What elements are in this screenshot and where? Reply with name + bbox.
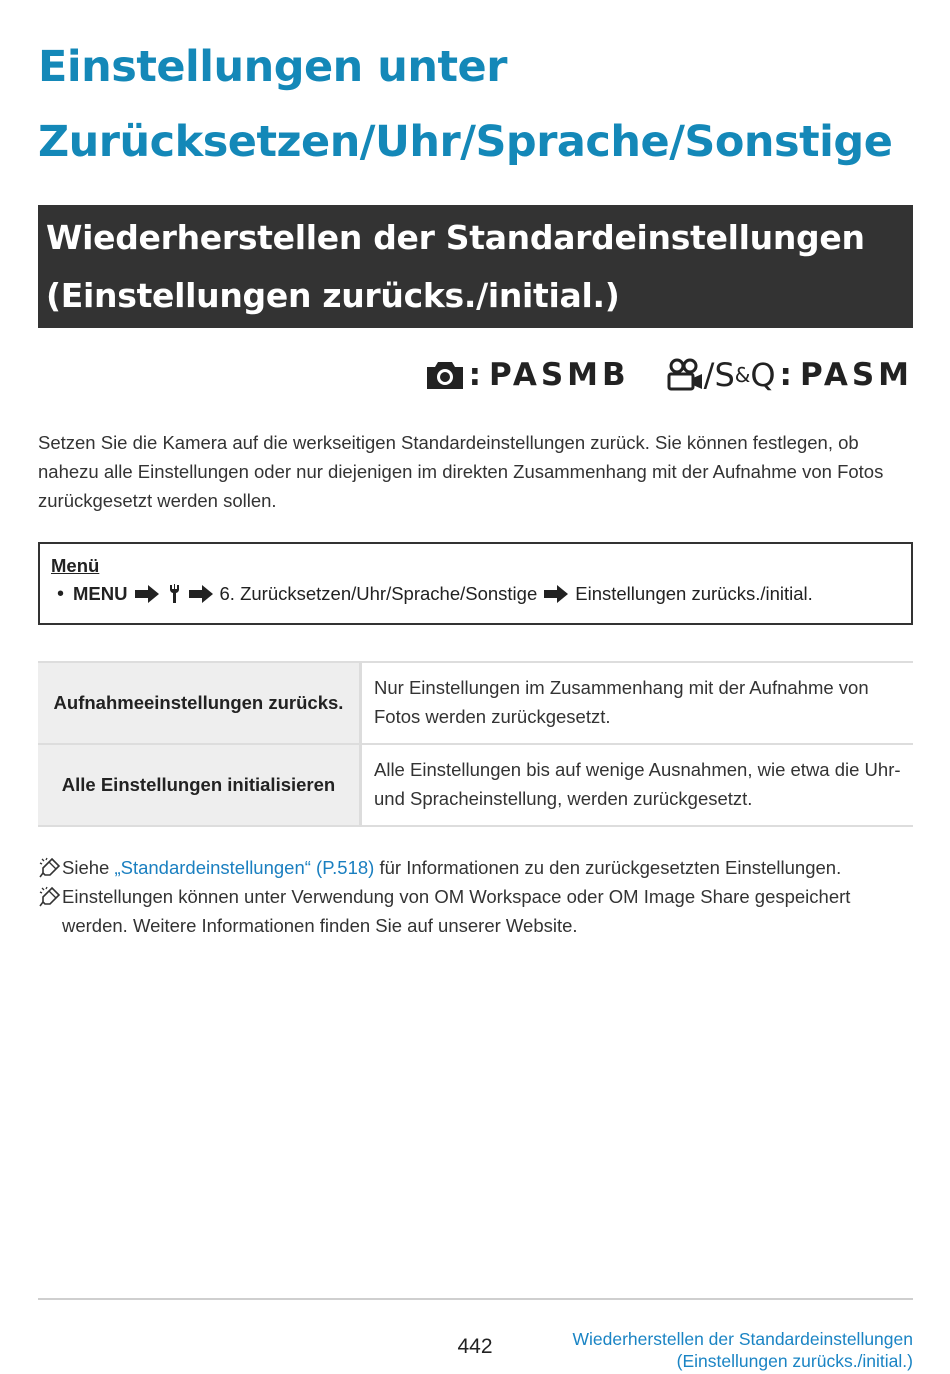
tip-icon — [38, 856, 62, 880]
footer-divider — [38, 1298, 913, 1300]
notes — [38, 853, 913, 940]
menu-path — [51, 579, 900, 609]
page-number: 442 — [457, 1335, 493, 1358]
menu-title: Menü — [51, 555, 100, 576]
footer-link-line-2[interactable]: (Einstellungen zurücks./initial.) — [676, 1351, 913, 1371]
wrench-icon — [168, 584, 180, 604]
photo-modes-letters: PASMB — [488, 357, 630, 393]
option-description: Alle Einstellungen bis auf wenige Ausnahmen, wie etwa die Uhr- und Spracheinstellung, werden zurückgesetzt. — [361, 744, 914, 826]
sq-s: S — [714, 356, 735, 394]
page-title-line-1: Einstellungen unter — [38, 42, 507, 92]
photo-modes-colon: : — [468, 357, 481, 393]
standard-settings-link[interactable]: „Standardeinstellungen“ (P.518) — [114, 857, 375, 878]
movie-modes-group — [666, 356, 913, 394]
table-row — [38, 744, 913, 826]
movie-slash: / — [703, 356, 715, 394]
camera-icon — [425, 359, 465, 391]
note-item — [38, 853, 913, 882]
menu-box — [38, 542, 913, 625]
section-heading-line-1: Wiederherstellen der Standardeinstellungen — [46, 218, 865, 257]
sq-q: Q — [750, 356, 776, 394]
movie-camera-icon — [666, 358, 704, 392]
right-arrow-icon — [135, 585, 159, 603]
menu-root: MENU — [73, 583, 128, 604]
option-key: Alle Einstellungen initialisieren — [38, 744, 361, 826]
tip-icon — [38, 885, 62, 909]
menu-step-category: 6. Zurücksetzen/Uhr/Sprache/Sonstige — [219, 583, 538, 604]
sq-amp: & — [734, 363, 751, 387]
note-1-after: für Informationen zu den zurückgesetzten Einstellungen. — [374, 857, 842, 878]
footer-section-link[interactable] — [573, 1328, 914, 1372]
options-table — [38, 661, 913, 827]
page-title — [38, 30, 918, 180]
note-2-text: Einstellungen können unter Verwendung von OM Workspace oder OM Image Share gespeichert werden. Weitere Informationen finden Sie auf unserer Website. — [62, 886, 851, 936]
menu-step-item: Einstellungen zurücks./initial. — [575, 583, 813, 604]
intro-paragraph: Setzen Sie die Kamera auf die werkseitigen Standardeinstellungen zurück. Sie können festlegen, ob nahezu alle Einstellungen oder nur diejenigen im direkten Zusammenhang mit der Aufnahme von Fotos zurückgesetzt werden sollen. — [38, 432, 884, 511]
table-row — [38, 662, 913, 744]
right-arrow-icon — [544, 585, 568, 603]
section-heading — [38, 205, 913, 328]
page-title-line-2: Zurücksetzen/Uhr/Sprache/Sonstige — [38, 117, 893, 167]
shooting-modes — [425, 352, 913, 398]
photo-modes-group — [425, 357, 630, 393]
option-description: Nur Einstellungen im Zusammenhang mit der Aufnahme von Fotos werden zurückgesetzt. — [361, 662, 914, 744]
note-item — [38, 882, 913, 940]
right-arrow-icon — [189, 585, 213, 603]
menu-bullet: • — [57, 583, 65, 605]
note-1-before: Siehe — [62, 857, 115, 878]
option-key: Aufnahmeeinstellungen zurücks. — [38, 662, 361, 744]
movie-modes-letters: PASM — [799, 357, 913, 393]
section-heading-line-2: (Einstellungen zurücks./initial.) — [46, 276, 620, 315]
movie-modes-colon: : — [779, 357, 792, 393]
footer-link-line-1[interactable]: Wiederherstellen der Standardeinstellungen — [572, 1329, 913, 1349]
